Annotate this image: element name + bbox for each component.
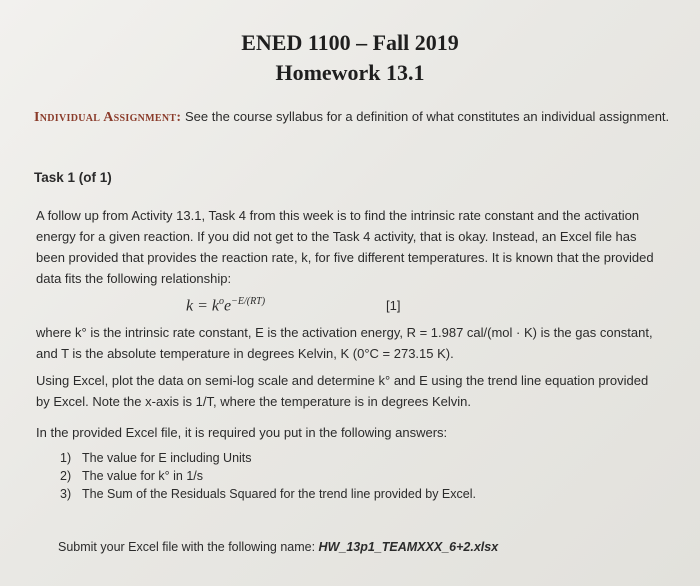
equation-number: [1]: [386, 298, 401, 313]
list-item: [60, 449, 620, 467]
assignment-text: See the course syllabus for a definition of what constitutes an individual assignment.: [184, 109, 670, 124]
equation-e: e: [224, 297, 232, 315]
task-heading: Task 1 (of 1): [34, 170, 112, 185]
definitions-paragraph: where k° is the intrinsic rate constant, E is the activation energy, R = 1.987 cal/(mol · K) is the gas constant, and T is the absolute temperature in degrees Kelvin, K (0°C = 273.15 K).: [36, 325, 653, 361]
submit-text: Submit your Excel file with the following name:: [58, 540, 316, 554]
list-text: The value for E including Units: [82, 451, 252, 465]
intro-paragraph: A follow up from Activity 13.1, Task 4 from this week is to find the intrinsic rate constant and the activation energy for a given reaction. If you did not get to the Task 4 activity, that is okay. Instead, an Excel file has been provided that provides the reaction rate, k, for five different temperatures. It is known that the provided data fits the following relationship:: [36, 208, 654, 286]
list-text: The Sum of the Residuals Squared for the trend line provided by Excel.: [82, 487, 476, 501]
list-number: 3): [60, 487, 72, 501]
list-number: 2): [60, 469, 72, 483]
equation-sup-o: o: [219, 296, 224, 307]
answers-intro: In the provided Excel file, it is required you put in the following answers:: [36, 425, 448, 440]
list-item: [60, 467, 620, 485]
submit-instructions: [58, 538, 498, 556]
rate-equation: [186, 296, 265, 315]
list-text: The value for k° in 1/s: [82, 469, 204, 483]
assignment-label: Individual Assignment:: [34, 110, 182, 125]
course-title: ENED 1100 – Fall 2019: [241, 30, 459, 55]
homework-title: Homework 13.1: [275, 60, 425, 85]
list-item: [60, 485, 620, 503]
instructions-paragraph: Using Excel, plot the data on semi-log scale and determine k° and E using the trend line equation provided by Excel. Note the x-axis is 1/T, where the temperature is in degrees Kelvin.: [36, 373, 649, 409]
answers-list: [60, 449, 620, 503]
equation-exponent: −E/(RT): [231, 296, 266, 307]
submit-filename: HW_13p1_TEAMXXX_6+2.xlsx: [318, 540, 499, 554]
list-number: 1): [60, 451, 72, 465]
assignment-note: [34, 106, 674, 128]
equation-lhs: k = k: [186, 297, 219, 315]
